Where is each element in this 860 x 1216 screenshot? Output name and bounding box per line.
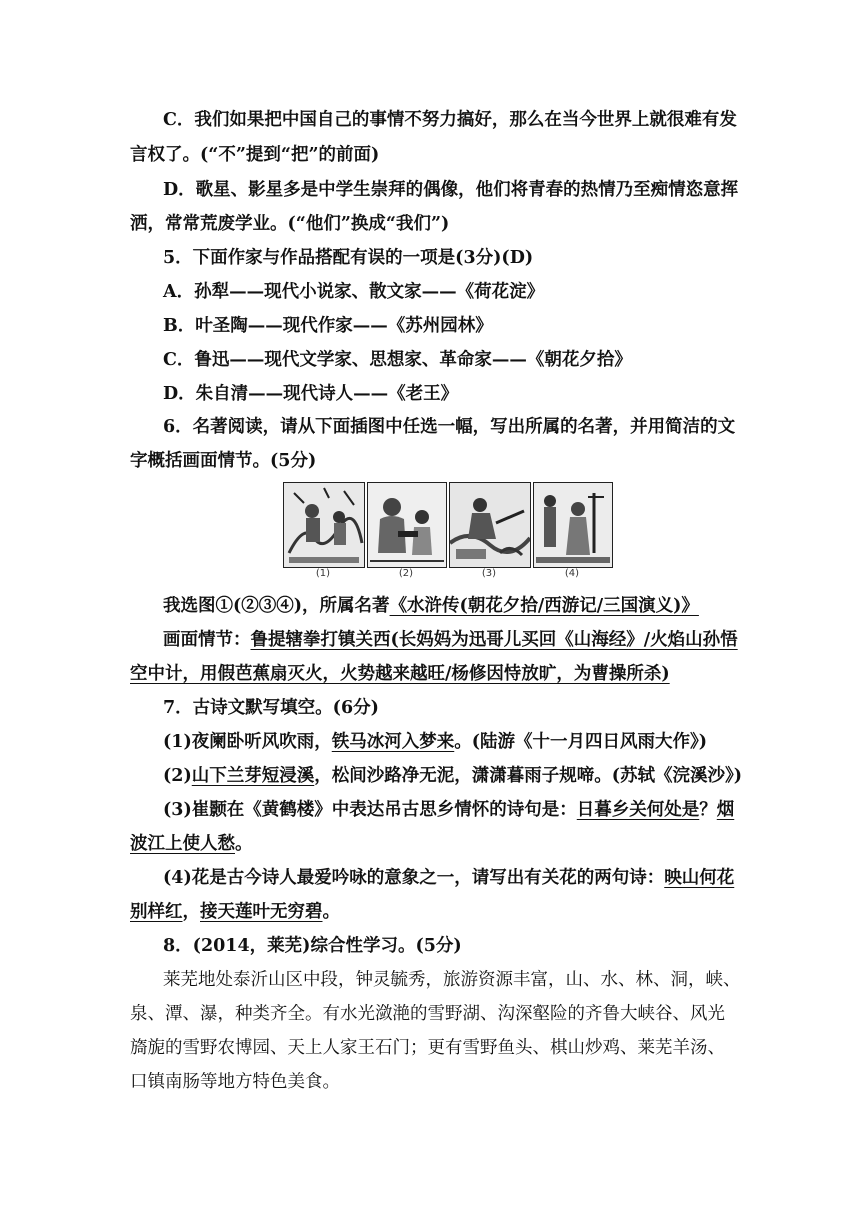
question-6-line-2: 字概括画面情节。(5分) (130, 451, 317, 471)
q7-item-2 (163, 764, 742, 788)
q7-item-2-prefix: (2) (163, 766, 192, 786)
illustration-strip (283, 482, 613, 582)
q5-option-c: C．鲁迅——现代文学家、思想家、革命家——《朝花夕拾》 (163, 350, 632, 370)
answer-6-plot-line-2: 空中计，用假芭蕉扇灭火，火势越来越旺/杨修因恃放旷，为曹操所杀) (130, 664, 670, 684)
illustration-panel-3 (449, 482, 531, 568)
q7-item-3-suffix: 。 (235, 834, 253, 854)
answer-6-choice-prefix: 我选图①(②③④)，所属名著 (163, 596, 390, 616)
q7-item-1-suffix: 。(陆游《十一月四日风雨大作》) (454, 732, 708, 752)
q8-passage-line-4: 口镇南肠等地方特色美食。 (130, 1072, 340, 1092)
q7-item-4-suffix: 。 (322, 902, 340, 922)
q7-item-1 (163, 730, 707, 754)
answer-6-plot-text-1: 鲁提辖拳打镇关西(长妈妈为迅哥儿买回《山海经》/火焰山孙悟 (250, 630, 738, 650)
q7-item-3-line-1 (163, 798, 734, 822)
q7-item-4-line-2 (130, 900, 340, 924)
q7-item-3-answer-c: 波江上使人愁 (130, 834, 235, 854)
q7-item-4-answer-c: 接天莲叶无穷碧 (200, 902, 323, 922)
caption-4: (4) (564, 568, 580, 579)
illustration-panel-1 (283, 482, 365, 568)
q7-item-1-answer: 铁马冰河入梦来 (331, 732, 455, 752)
q7-item-4-answer-a: 映山何花 (664, 868, 735, 888)
q7-item-4-prefix: (4)花是古今诗人最爱吟咏的意象之一，请写出有关花的两句诗： (163, 868, 665, 888)
option-c-line-1: C．我们如果把中国自己的事情不努力搞好，那么在当今世界上就很难有发 (163, 110, 737, 130)
option-d-line-1: D．歌星、影星多是中学生崇拜的偶像，他们将青春的热情乃至痴情恣意挥 (163, 180, 739, 200)
q7-item-4-mid: ， (182, 902, 200, 922)
answer-6-book: 《水浒传(朝花夕拾/西游记/三国演义)》 (389, 596, 699, 616)
q7-item-4-line-1 (163, 866, 734, 890)
caption-1: (1) (315, 568, 331, 579)
q8-passage-line-1: 莱芜地处泰沂山区中段，钟灵毓秀，旅游资源丰富，山、水、林、洞，峡、 (163, 970, 741, 990)
q7-item-1-prefix: (1)夜阑卧听风吹雨， (163, 732, 332, 752)
question-6-line-1: 6．名著阅读，请从下面插图中任选一幅，写出所属的名著，并用简洁的文 (163, 417, 736, 437)
q7-item-2-answer: 山下兰芽短浸溪 (191, 766, 315, 786)
answer-6-plot-prefix: 画面情节： (163, 630, 251, 650)
option-d-line-2: 洒，常常荒废学业。(“他们”换成“我们”) (130, 214, 450, 234)
q8-passage-line-2: 泉、潭、瀑，种类齐全。有水光潋滟的雪野湖、沟深壑险的齐鲁大峡谷、风光 (130, 1004, 725, 1024)
q7-item-4-answer-b: 别样红 (130, 902, 183, 922)
q7-item-2-suffix: ，松间沙路净无泥，潇潇暮雨子规啼。(苏轼《浣溪沙》) (314, 766, 743, 786)
answer-6-plot-line-1 (163, 628, 738, 652)
illustration-panel-2 (367, 482, 447, 568)
question-5-title: 5．下面作家与作品搭配有误的一项是(3分)(D) (163, 248, 534, 268)
caption-3: (3) (481, 568, 497, 579)
question-8-title: 8．(2014，莱芜)综合性学习。(5分) (163, 936, 462, 956)
answer-6-choice (163, 594, 699, 618)
q5-option-d: D．朱自清——现代诗人——《老王》 (163, 384, 459, 404)
q7-item-3-prefix: (3)崔颢在《黄鹤楼》中表达吊古思乡情怀的诗句是： (163, 800, 577, 820)
q5-option-b: B．叶圣陶——现代作家——《苏州园林》 (163, 316, 493, 336)
q7-item-3-answer-b: 烟 (716, 800, 735, 820)
caption-2: (2) (398, 568, 414, 579)
q7-item-3-line-2 (130, 832, 253, 856)
q5-option-a: A．孙犁——现代小说家、散文家——《荷花淀》 (163, 282, 545, 302)
q7-item-3-mid: ？ (699, 800, 717, 820)
illustration-panel-4 (533, 482, 613, 568)
question-7-title: 7．古诗文默写填空。(6分) (163, 698, 379, 718)
q8-passage-line-3: 旖旎的雪野农博园、天上人家王石门；更有雪野鱼头、棋山炒鸡、莱芜羊汤、 (130, 1038, 725, 1058)
option-c-line-2: 言权了。(“不”提到“把”的前面) (130, 145, 380, 165)
q7-item-3-answer-a: 日暮乡关何处是 (576, 800, 700, 820)
